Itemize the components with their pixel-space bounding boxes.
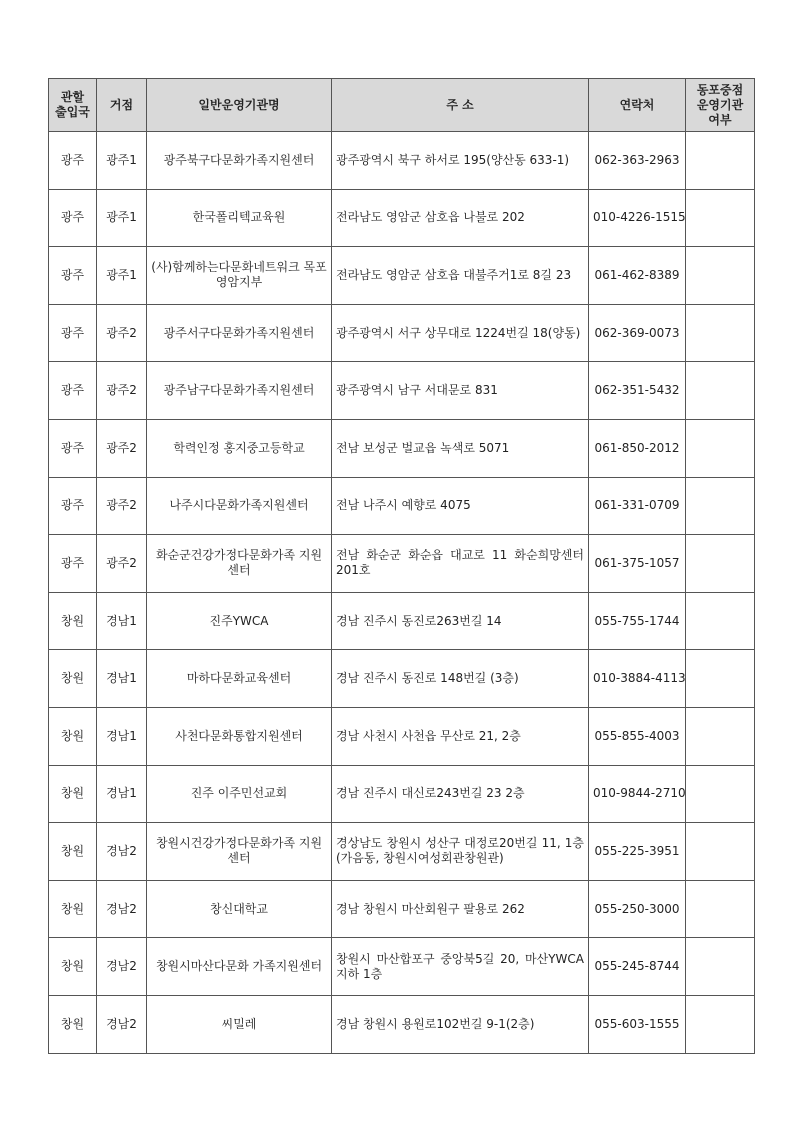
cell-office: 창원	[49, 880, 97, 938]
header-contact: 연락처	[589, 79, 686, 132]
table-row	[49, 707, 755, 765]
cell-compatriot	[686, 823, 755, 881]
cell-address: 광주광역시 서구 상무대로 1224번길 18(양동)	[332, 304, 589, 362]
cell-address: 경남 창원시 마산회원구 팔용로 262	[332, 880, 589, 938]
cell-office: 광주	[49, 247, 97, 305]
cell-compatriot	[686, 592, 755, 650]
cell-org-name: 학력인정 홍지중고등학교	[147, 419, 332, 477]
table-row	[49, 765, 755, 823]
cell-address: 전남 보성군 벌교읍 녹색로 5071	[332, 419, 589, 477]
cell-org-name: 창원시마산다문화 가족지원센터	[147, 938, 332, 996]
cell-contact: 055-245-8744	[589, 938, 686, 996]
cell-contact: 055-755-1744	[589, 592, 686, 650]
table-row	[49, 592, 755, 650]
cell-address: 경남 사천시 사천읍 무산로 21, 2층	[332, 707, 589, 765]
cell-address: 전라남도 영암군 삼호읍 나불로 202	[332, 189, 589, 247]
cell-address: 경남 창원시 용원로102번길 9-1(2층)	[332, 995, 589, 1053]
cell-compatriot	[686, 938, 755, 996]
cell-address: 광주광역시 남구 서대문로 831	[332, 362, 589, 420]
cell-address: 경상남도 창원시 성산구 대정로20번길 11, 1층(가음동, 창원시여성회관창원관)	[332, 823, 589, 881]
cell-base: 광주2	[97, 304, 147, 362]
table-row	[49, 304, 755, 362]
cell-address: 전남 화순군 화순읍 대교로 11 화순희망센터 201호	[332, 535, 589, 593]
cell-contact: 061-850-2012	[589, 419, 686, 477]
cell-base: 경남2	[97, 995, 147, 1053]
cell-contact: 062-351-5432	[589, 362, 686, 420]
table-row	[49, 995, 755, 1053]
cell-org-name: 진주YWCA	[147, 592, 332, 650]
cell-office: 광주	[49, 362, 97, 420]
cell-compatriot	[686, 132, 755, 190]
cell-compatriot	[686, 304, 755, 362]
table-row	[49, 823, 755, 881]
cell-base: 광주1	[97, 132, 147, 190]
cell-compatriot	[686, 535, 755, 593]
cell-contact: 062-369-0073	[589, 304, 686, 362]
cell-office: 광주	[49, 304, 97, 362]
cell-base: 광주2	[97, 477, 147, 535]
table-row	[49, 189, 755, 247]
cell-org-name: 광주남구다문화가족지원센터	[147, 362, 332, 420]
cell-office: 광주	[49, 419, 97, 477]
organization-table	[48, 78, 755, 1054]
cell-office: 광주	[49, 477, 97, 535]
cell-office: 창원	[49, 592, 97, 650]
cell-base: 경남1	[97, 707, 147, 765]
cell-base: 경남2	[97, 823, 147, 881]
header-org-name: 일반운영기관명	[147, 79, 332, 132]
cell-address: 창원시 마산합포구 중앙북5길 20, 마산YWCA 지하 1층	[332, 938, 589, 996]
cell-org-name: 진주 이주민선교회	[147, 765, 332, 823]
cell-base: 광주2	[97, 362, 147, 420]
cell-contact: 055-855-4003	[589, 707, 686, 765]
cell-office: 창원	[49, 995, 97, 1053]
cell-contact: 061-462-8389	[589, 247, 686, 305]
cell-base: 경남1	[97, 592, 147, 650]
cell-base: 경남2	[97, 938, 147, 996]
cell-org-name: 광주북구다문화가족지원센터	[147, 132, 332, 190]
cell-contact: 061-331-0709	[589, 477, 686, 535]
cell-contact: 061-375-1057	[589, 535, 686, 593]
table-row	[49, 132, 755, 190]
cell-compatriot	[686, 189, 755, 247]
cell-office: 창원	[49, 823, 97, 881]
cell-compatriot	[686, 419, 755, 477]
cell-contact: 010-3884-4113	[589, 650, 686, 708]
header-compatriot: 동포중점 운영기관 여부	[686, 79, 755, 132]
cell-office: 광주	[49, 132, 97, 190]
table-row	[49, 362, 755, 420]
cell-office: 광주	[49, 189, 97, 247]
cell-contact: 055-603-1555	[589, 995, 686, 1053]
cell-base: 광주1	[97, 189, 147, 247]
cell-base: 광주1	[97, 247, 147, 305]
cell-contact: 062-363-2963	[589, 132, 686, 190]
cell-base: 광주2	[97, 419, 147, 477]
cell-base: 경남1	[97, 650, 147, 708]
cell-address: 전라남도 영암군 삼호읍 대불주거1로 8길 23	[332, 247, 589, 305]
header-address: 주 소	[332, 79, 589, 132]
cell-base: 경남2	[97, 880, 147, 938]
cell-contact: 055-225-3951	[589, 823, 686, 881]
cell-compatriot	[686, 995, 755, 1053]
cell-address: 경남 진주시 동진로 148번길 (3층)	[332, 650, 589, 708]
cell-contact: 010-4226-1515	[589, 189, 686, 247]
table-row	[49, 247, 755, 305]
cell-office: 창원	[49, 765, 97, 823]
cell-org-name: 씨밀레	[147, 995, 332, 1053]
table-row	[49, 650, 755, 708]
cell-compatriot	[686, 247, 755, 305]
cell-contact: 010-9844-2710	[589, 765, 686, 823]
cell-org-name: 광주서구다문화가족지원센터	[147, 304, 332, 362]
cell-office: 창원	[49, 938, 97, 996]
table-row	[49, 419, 755, 477]
cell-office: 창원	[49, 707, 97, 765]
cell-base: 광주2	[97, 535, 147, 593]
cell-base: 경남1	[97, 765, 147, 823]
cell-org-name: 한국폴리텍교육원	[147, 189, 332, 247]
cell-org-name: 사천다문화통합지원센터	[147, 707, 332, 765]
table-body	[49, 132, 755, 1054]
cell-address: 경남 진주시 대신로243번길 23 2층	[332, 765, 589, 823]
header-base: 거점	[97, 79, 147, 132]
cell-address: 경남 진주시 동진로263번길 14	[332, 592, 589, 650]
cell-contact: 055-250-3000	[589, 880, 686, 938]
table-row	[49, 938, 755, 996]
cell-compatriot	[686, 707, 755, 765]
cell-org-name: 창원시건강가정다문화가족 지원센터	[147, 823, 332, 881]
cell-org-name: 마하다문화교육센터	[147, 650, 332, 708]
table-row	[49, 535, 755, 593]
table-row	[49, 880, 755, 938]
cell-compatriot	[686, 362, 755, 420]
header-office: 관할 출입국	[49, 79, 97, 132]
cell-address: 광주광역시 북구 하서로 195(양산동 633-1)	[332, 132, 589, 190]
cell-org-name: 화순군건강가정다문화가족 지원센터	[147, 535, 332, 593]
cell-compatriot	[686, 765, 755, 823]
cell-org-name: 나주시다문화가족지원센터	[147, 477, 332, 535]
table-row	[49, 477, 755, 535]
cell-compatriot	[686, 880, 755, 938]
cell-office: 창원	[49, 650, 97, 708]
cell-office: 광주	[49, 535, 97, 593]
cell-compatriot	[686, 650, 755, 708]
cell-address: 전남 나주시 예향로 4075	[332, 477, 589, 535]
cell-org-name: (사)함께하는다문화네트워크 목포영암지부	[147, 247, 332, 305]
cell-org-name: 창신대학교	[147, 880, 332, 938]
table-header-row	[49, 79, 755, 132]
cell-compatriot	[686, 477, 755, 535]
